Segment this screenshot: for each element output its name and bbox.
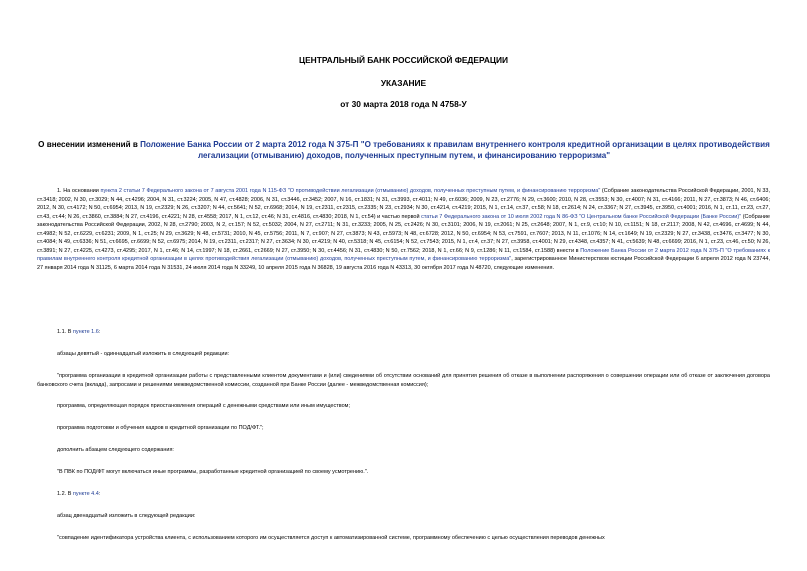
item-1-2 (57, 490, 100, 499)
title-regulation-link[interactable]: Положение Банка России от 2 марта 2012 года N 375-П "О требованиях к правилам внутреннего контроля кредитной организации в целях противодействия легализации (отмыванию) доходов, полученных преступным путем, и финансированию терроризма" (140, 140, 770, 160)
item-1-2-prefix: 1.2. В (57, 491, 73, 497)
issuer-heading: ЦЕНТРАЛЬНЫЙ БАНК РОССИЙСКОЙ ФЕДЕРАЦИИ (298, 55, 509, 65)
instruction-line-2: программа, определяющая порядок приостановления операций с денежными средствами или иным имуществом; (57, 403, 350, 409)
item-1-1 (57, 328, 100, 337)
regulation-375p-link[interactable]: Положение Банка России от 2 марта 2012 года N 375-П "О требованиях к правилам внутреннего контроля кредитной организации в целях противодействия легализации (отмыванию) доходов, полученных преступным путем, и финансированию терроризма" (37, 247, 770, 262)
federal-law-115-link[interactable]: пункта 2 статьи 7 Федерального закона от 7 августа 2001 года N 115-ФЗ "О противодействии легализации (отмыванию) доходов, полученных преступным путем, и финансированию терроризма" (100, 188, 601, 194)
instruction-line-1: абзацы девятый - одиннадцатый изложить в следующей редакции: (57, 351, 230, 357)
paragraph-1-text-1: 1. На основании (57, 188, 101, 194)
document-type-heading: УКАЗАНИЕ (380, 78, 427, 88)
document-date-number: от 30 марта 2018 года N 4758-У (340, 99, 467, 109)
quoted-program-text: "программа организации в кредитной организации работы с представленными клиентом документами и (или) сведениями об отсутствии оснований для принятия решения об отказе в выполнении распоряжения о совершении операции или об отказе от заключения договора банковского счета (вклада), запросами и решениями межведомственной комиссии, созданной при Банке России (далее - межведомственная комиссия); (37, 373, 770, 388)
instruction-line-5: "В ПВК по ПОД/ФТ могут включаться иные программы, разработанные кредитной организацией по своему усмотрению.". (57, 469, 369, 475)
instruction-line-6: абзац двенадцатый изложить в следующей редакции: (57, 513, 196, 519)
paragraph-1-text-3: (Собрание законодательства Российской Федерации, 2002, N 28, ст.2790; 2003, N 2, ст.157; N 52, ст.5032; 2004, N 27, ст.2711; N 31, ст.3233; 2005, N 25, ст.2426; N 30, ст.3101; 2006, N 19, ст.2061; N 25, ст.2648; 2007, N 1, ст.9, ст.10; N 10, ст.1151; N 18, ст.2117; 2008, N 42, ст.4696, ст.4699; N 44, ст.4982; N 52, ст.6229, ст.6231; 2009, N 1, ст.25; N 29, ст.3629; N 48, ст.5731; 2010, N 45, ст.5756; 2011, N 7, ст.907; N 27, ст.3873; N 43, ст.5973; N 48, ст.6728; 2012, N 50, ст.6954; N 53, ст.7591, ст.7607; 2013, N 11, ст.1076; N 14, ст.1649; N 19, ст.2329; N 27, ст.3438, ст.3476, ст.3477; N 30, ст.4084; N 49, ст.6336; N 51, ст.6695, ст.6699; N 52, ст.6975; 2014, N 19, ст.2311, ст.2317; N 27, ст.3634; N 30, ст.4219; N 40, ст.5318; N 45, ст.6154; N 52, ст.7543; 2015, N 1, ст.4, ст.37; N 27, ст.3958, ст.4001; N 29, ст.4348, ст.4357; N 41, ст.5639; N 48, ст.6699; 2016, N 1, ст.23, ст.46, ст.50; N 26, ст.3891; N 27, ст.4225, ст.4273, ст.4295; 2017, N 1, ст.46; N 14, ст.1997; N 18, ст.2661, ст.2669; N 27, ст.3950; N 30, ст.4456; N 31, ст.4830; N 50, ст.7562; 2018, N 1, ст.66; N 9, ст.1286; N 11, ст.1584, ст.1588) внести в (37, 213, 770, 254)
instruction-line-3: программа подготовки и обучения кадров в кредитной организации по ПОД/ФТ."; (57, 425, 264, 431)
quoted-device-text: "совпадение идентификатора устройства клиента, с использованием которого им осуществляется доступ к автоматизированной системе, программному обеспечению с целью осуществления переводов денежных (57, 535, 605, 541)
title-prefix: О внесении изменений в (38, 140, 141, 149)
instruction-line-4: дополнить абзацем следующего содержания: (57, 447, 174, 453)
federal-law-86-link[interactable]: статьи 7 Федерального закона от 10 июля 2002 года N 86-ФЗ "О Центральном банке Российской Федерации (Банке России)" (421, 213, 742, 220)
paragraph-1-text-4: , зарегистрированное Министерством юстиции Российской Федерации 6 апреля 2012 года N 23744, 27 января 2014 года N 31125, 6 марта 2014 года N 31531, 24 июля 2014 года N 33249, 10 апреля 2015 года N 36828, 19 августа 2016 года N 43313, 30 октября 2017 года N 48720, следующие изменения. (37, 256, 770, 271)
item-1-2-suffix: : (98, 491, 101, 497)
item-1-1-suffix: : (98, 329, 101, 335)
item-1-1-prefix: 1.1. В (57, 329, 73, 335)
paragraph-1 (37, 187, 770, 272)
clause-4-4-link[interactable]: пункте 4.4 (72, 491, 99, 497)
paragraph-1-text-2: (Собрание законодательства Российской Федерации, 2001, N 33, ст.3418; 2002, N 30, ст.3029; N 44, ст.4296; 2004, N 31, ст.3224; 2005, N 47, ст.4828; 2006, N 31, ст.3446, ст.3452; 2007, N 16, ст.1831; N 31, ст.3993, ст.4011; N 49, ст.6036; 2009, N 23, ст.2776; N 29, ст.3600; 2010, N 28, ст.3553; N 30, ст.4007; N 31, ст.4166; 2011, N 27, ст.3873; N 46, ст.6406; 2012, N 30, ст.4172; N 50, ст.6954; 2013, N 19, ст.2329; N 26, ст.3207; N 44, ст.5641; N 52, ст.6968; 2014, N 19, ст.2311, ст.2315, ст.2335; N 23, ст.2934; N 30, ст.4214, ст.4219; 2015, N 1, ст.14, ст.37, ст.58; N 18, ст.2614; N 24, ст.3367; N 27, ст.3945, ст.3950, ст.4001; 2016, N 1, ст.11, ст.23, ст.27, ст.43, ст.44; N 26, ст.3860, ст.3884; N 27, ст.4196, ст.4221; N 28, ст.4558; 2017, N 1, ст.12, ст.46; N 31, ст.4816, ст.4830; 2018, N 1, ст.54) и частью первой (37, 188, 770, 220)
document-title (36, 140, 772, 162)
clause-1-6-link[interactable]: пункте 1.6 (72, 329, 99, 335)
